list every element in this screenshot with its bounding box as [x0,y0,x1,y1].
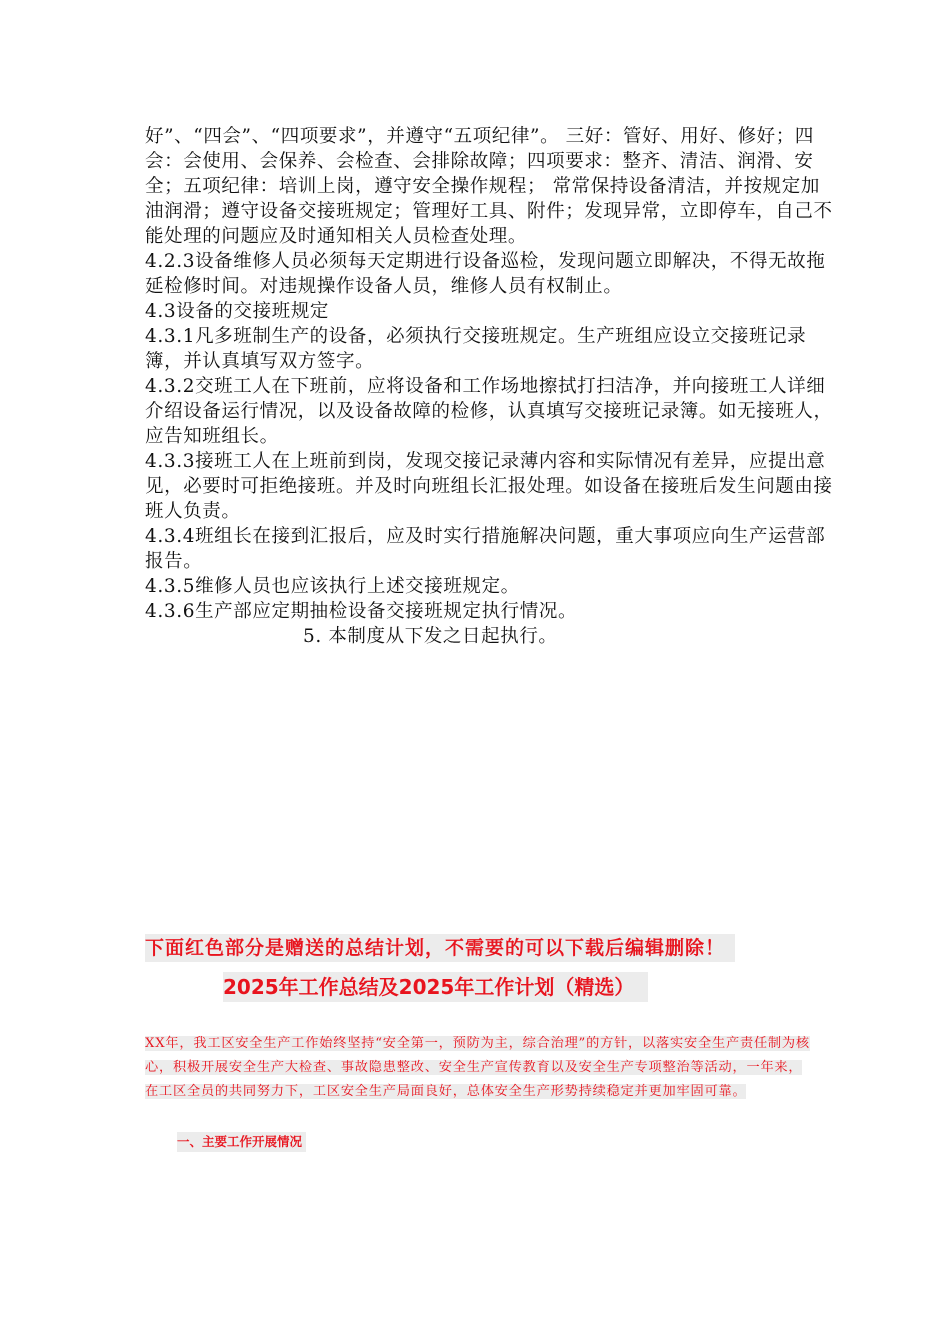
appendix-intro [145,1032,810,1104]
paragraph-equipment-rules: 好”、“四会”、“四项要求”，并遵守“五项纪律”。 三好：管好、用好、修好；四会：会使用、会保养、会检查、会排除故障；四项要求：整齐、清洁、润滑、安全；五项纪律：培训上岗，遵守安全操作规程； 常常保持设备清洁，并按规定加油润滑；遵守设备交接班规定；管理好工具、附件；发现异常，立即停车，自己不能处理的问题应及时通知相关人员检查处理。 [145,126,833,247]
paragraph-4-3-6: 4.3.6生产部应定期抽检设备交接班规定执行情况。 [145,601,578,622]
paragraph-4-3-5: 4.3.5维修人员也应该执行上述交接班规定。 [145,576,520,597]
appendix-notice: 下面红色部分是赠送的总结计划，不需要的可以下载后编辑删除！ [145,934,735,962]
paragraph-4-3-1: 4.3.1凡多班制生产的设备，必须执行交接班规定。生产班组应设立交接班记录簿，并认真填写双方签字。 [145,326,807,372]
appendix-section-heading: 一、主要工作开展情况 [177,1132,306,1152]
closing-line: 5. 本制度从下发之日起执行。 [303,626,558,647]
paragraph-4-2-3: 4.2.3设备维修人员必须每天定期进行设备巡检，发现问题立即解决，不得无故拖延检修时间。对违规操作设备人员，维修人员有权制止。 [145,251,826,297]
appendix-title: 2025年工作总结及2025年工作计划（精选） [223,972,648,1002]
heading-4-3: 4.3设备的交接班规定 [145,301,330,322]
paragraph-4-3-3: 4.3.3接班工人在上班前到岗，发现交接记录薄内容和实际情况有差异，应提出意见，必要时可拒绝接班。并及时向班组长汇报处理。如设备在接班后发生问题由接班人负责。 [145,451,833,522]
paragraph-4-3-2: 4.3.2交班工人在下班前，应将设备和工作场地擦拭打扫洁净，并向接班工人详细介绍设备运行情况，以及设备故障的检修，认真填写交接班记录簿。如无接班人，应告知班组长。 [145,376,833,447]
appendix-section [145,934,810,1152]
document-body [145,124,835,649]
paragraph-4-3-4: 4.3.4班组长在接到汇报后，应及时实行措施解决问题，重大事项应向生产运营部报告。 [145,526,826,572]
appendix-intro-text: XX年，我工区安全生产工作始终坚持“安全第一，预防为主，综合治理”的方针，以落实安全生产责任制为核心，积极开展安全生产大检查、事故隐患整改、安全生产宣传教育以及安全生产专项整治等活动，一年来，在工区全员的共同努力下，工区安全生产局面良好，总体安全生产形势持续稳定并更加牢固可靠。 [145,1036,810,1099]
